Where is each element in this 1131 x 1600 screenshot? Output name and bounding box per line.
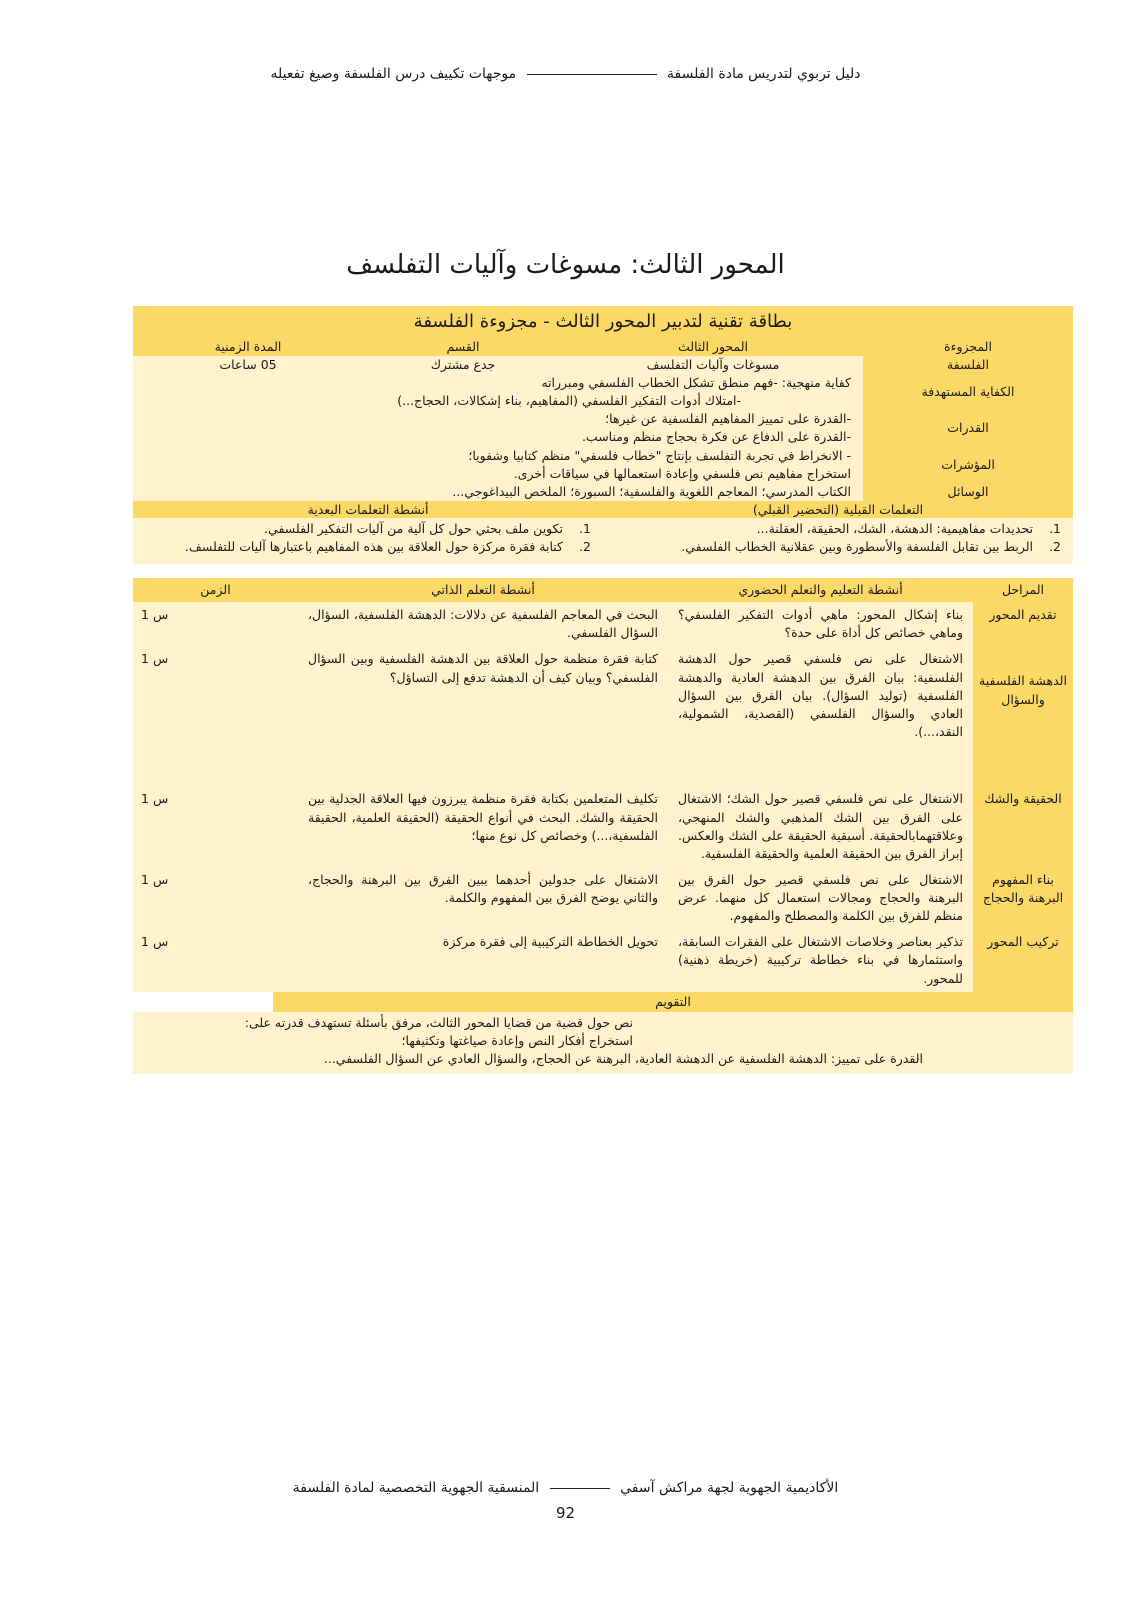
card-values-row: [133, 356, 1073, 374]
list-item: [141, 538, 591, 556]
prior-learning-title: التعلمات القبلية (التحضير القبلي): [603, 501, 1073, 518]
means-label: الوسائل: [947, 483, 989, 499]
competency-line: كفاية منهجية: -فهم منطق تشكل الخطاب الفلسفي ومبرراته: [541, 375, 851, 390]
phase-class-activity: بناء إشكال المحور: ماهي أدوات التفكير الفلسفي؟ وماهي خصائص كل أداة على حدة؟: [668, 602, 973, 646]
means-value: [133, 483, 863, 501]
page-title: المحور الثالث: مسوغات وآليات التفلسف: [346, 250, 785, 280]
header-separator: [527, 74, 657, 75]
value-module: الفلسفة: [863, 356, 1073, 374]
abilities-value: [133, 410, 863, 446]
phase-class-activity: الاشتغال على نص فلسفي قصير حول الدهشة الفلسفية: بيان الفرق بين الدهشة العادية والدهشة الفلسفية (توليد السؤال). بيان الفرق بين السؤال العادي والسؤال الفلسفي (القصدية، الشمولية، النقد،...).: [668, 646, 973, 786]
item-text: كتابة فقرة مركزة حول العلاقة بين هذه المفاهيم باعتبارها آليات للتفلسف.: [184, 539, 564, 554]
abilities-row: [133, 410, 1073, 446]
item-number: 2.: [1049, 539, 1061, 554]
evaluation-title: التقويم: [273, 992, 1073, 1012]
indicator-line: - الانخراط في تجربة التفلسف بإنتاج "خطاب فلسفي" منظم كتابيا وشفويا؛: [468, 447, 851, 463]
header-guide-title: دليل تربوي لتدريس مادة الفلسفة: [667, 66, 861, 82]
phases-head-time: الزمن: [133, 578, 298, 602]
phase-self-activity: الاشتغال على جدولين أحدهما يبين الفرق بين البرهنة والحجاج، والثاني يوضح الفرق بين المفهوم والكلمة.: [298, 867, 668, 929]
item-text: تكوين ملف بحثي حول كل آلية من آليات التفكير الفلسفي.: [264, 520, 564, 536]
ability-line: -القدرة على الدفاع عن فكرة بحجاج منظم ومناسب.: [581, 429, 851, 445]
evaluation-line: استخراج أفكار النص وإعادة صياغتها وتكثيفها؛: [401, 1032, 633, 1048]
item-text: الربط بين تقابل الفلسفة والأسطورة وبين عقلانية الخطاب الفلسفي.: [681, 539, 1034, 554]
means-line: الكتاب المدرسي؛ المعاجم اللغوية والفلسفية؛ السبورة؛ الملخص البيداغوجي...: [452, 483, 851, 499]
page-number: 92: [555, 1504, 576, 1522]
card-title: بطاقة تقنية لتدبير المحور الثالث - مجزوءة الفلسفة: [133, 306, 1073, 338]
item-number: 1.: [1049, 520, 1061, 536]
evaluation-line: القدرة على تمييز: الدهشة الفلسفية عن الدهشة العادية، البرهنة عن الحجاج، والسؤال العادي عن السؤال الفلسفي...: [323, 1050, 923, 1066]
abilities-label: القدرات: [947, 420, 989, 436]
competency-label: الكفاية المستهدفة: [921, 384, 1015, 400]
phase-time: 1 س: [133, 867, 298, 929]
evaluation-line: نص حول قضية من قضايا المحور الثالث، مرفق بأسئلة تستهدف قدرته على:: [244, 1014, 633, 1030]
value-axis: مسوغات وآليات التفلسف: [563, 356, 863, 374]
phase-time: 1 س: [133, 646, 298, 786]
list-item: [611, 538, 1061, 556]
head-module: المجزوءة: [944, 339, 992, 354]
phase-class-activity: الاشتغال على نص فلسفي قصير حول الشك؛ الاشتغال على الفرق بين الشك المذهبي والشك المنهجي، وعلاقتهمابالحقيقة. أسبقية الحقيقة على الشك والعكس. إبراز الفرق بين الحقيقة العلمية والحقيقة الفلسفية.: [668, 786, 973, 867]
head-duration: المدة الزمنية: [214, 339, 282, 354]
value-section: جدع مشترك: [363, 356, 563, 374]
phase-stage: تركيب المحور: [973, 929, 1073, 991]
competency-row: [133, 374, 1073, 410]
phase-self-activity: تحويل الخطاطة التركيبية إلى فقرة مركزة: [298, 929, 668, 991]
phase-self-activity: تكليف المتعلمين بكتابة فقرة منظمة يبرزون فيها العلاقة الجدلية بين الحقيقة والشك. البحث في أنواع الحقيقة (الحقيقة العلمية، الحقيقة الفلسفية،...) وخصائص كل نوع منها؛: [298, 786, 668, 867]
card-head-row: [133, 338, 1073, 356]
footer-coordination: المنسقية الجهوية التخصصية لمادة الفلسفة: [292, 1480, 540, 1496]
page-header: [0, 66, 1131, 82]
post-learning-list: [133, 518, 603, 564]
item-number: 1.: [579, 520, 591, 536]
phase-stage: الحقيقة والشك: [973, 786, 1073, 867]
phase-time: 1 س: [133, 929, 298, 991]
learning-row: [133, 501, 1073, 564]
ability-line: -القدرة على تمييز المفاهيم الفلسفية عن غيرها؛: [605, 411, 851, 427]
evaluation-body: [133, 1012, 1073, 1074]
phase-self-activity: البحث في المعاجم الفلسفية عن دلالات: الدهشة الفلسفية، السؤال، السؤال الفلسفي.: [298, 602, 668, 646]
phase-stage: بناء المفهوم البرهنة والحجاج: [973, 867, 1073, 929]
phase-time: 1 س: [133, 602, 298, 646]
indicators-value: [133, 447, 863, 483]
footer-separator: [550, 1488, 610, 1489]
item-number: 2.: [579, 539, 591, 554]
phases-head-stage: المراحل: [973, 578, 1073, 602]
head-axis: المحور الثالث: [678, 339, 748, 354]
phases-head-self: أنشطة التعلم الذاتي: [298, 578, 668, 602]
post-learning-title: أنشطة التعلمات البعدية: [133, 501, 603, 518]
phase-stage: الدهشة الفلسفية والسؤال: [973, 646, 1073, 786]
item-text: تحديدات مفاهيمية: الدهشة، الشك، الحقيقة، العقلنة...: [756, 520, 1034, 536]
indicators-label: المؤشرات: [941, 456, 995, 472]
indicator-line: استخراج مفاهيم نص فلسفي وإعادة استعمالها في سياقات أخرى.: [513, 465, 851, 481]
page-footer: [0, 1480, 1131, 1496]
phase-time: 1 س: [133, 786, 298, 867]
phases-head-class: أنشطة التعليم والتعلم الحضوري: [668, 578, 973, 602]
phase-stage: تقديم المحور: [973, 602, 1073, 646]
indicators-row: [133, 447, 1073, 483]
phase-class-activity: الاشتغال على نص فلسفي قصير حول الفرق بين البرهنة والحجاج ومجالات استعمال كل منهما. عرض منظم للفرق بين الكلمة والمصطلح والمفهوم.: [668, 867, 973, 929]
phases-table: [133, 578, 1073, 992]
prior-learning-list: [603, 518, 1073, 564]
head-section: القسم: [446, 339, 480, 354]
phase-class-activity: تذكير بعناصر وخلاصات الاشتغال على الفقرات السابقة، واستثمارها في بناء خطاطة تركيبية (خريطة ذهنية) للمحور.: [668, 929, 973, 991]
footer-academy: الأكاديمية الجهوية لجهة مراكش آسفي: [620, 1480, 839, 1496]
means-row: [133, 483, 1073, 501]
header-section-title: موجهات تكييف درس الفلسفة وصيغ تفعيله: [270, 66, 517, 82]
phase-self-activity: كتابة فقرة منظمة حول العلاقة بين الدهشة الفلسفية وبين السؤال الفلسفي؟ وبيان كيف أن الدهشة تدفع إلى التساؤل؟: [298, 646, 668, 786]
list-item: [141, 520, 591, 538]
list-item: [611, 520, 1061, 538]
competency-value: [133, 374, 863, 410]
competency-line: -امتلاك أدوات التفكير الفلسفي (المفاهيم، بناء إشكالات، الحجاج...): [397, 393, 741, 409]
technical-card: [133, 306, 1073, 1074]
value-duration: 05 ساعات: [133, 356, 363, 374]
